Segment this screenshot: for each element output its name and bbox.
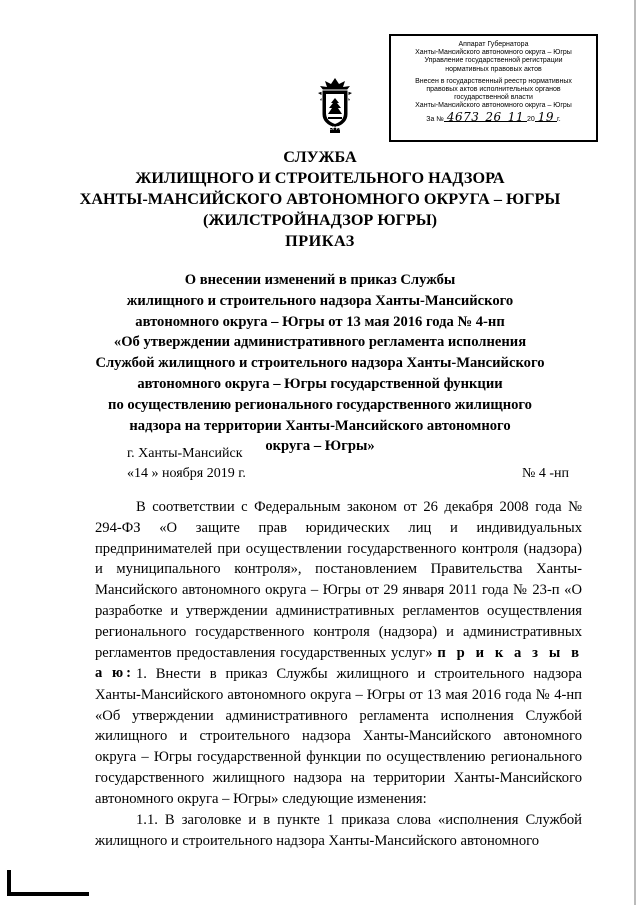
stamp-reg-prefix: За № — [426, 115, 444, 123]
subject-line: О внесении изменений в приказ Службы — [184, 272, 456, 288]
agency-line: ХАНТЫ-МАНСИЙСКОГО АВТОНОМНОГО ОКРУГА – ЮГРЫ — [79, 190, 561, 208]
agency-line: СЛУЖБА — [283, 148, 357, 166]
directive-word: п р и к а з ы в а ю: — [95, 644, 582, 682]
stamp-reg-month: 11 — [505, 113, 527, 122]
subject-line: автономного округа – Югры государственной функции — [137, 375, 503, 392]
stamp-reg-year-prefix: 20 — [526, 115, 535, 123]
item-1-1-paragraph: 1.1. В заголовке и в пункте 1 приказа слова «исполнения Службой жилищного и строительного надзора Ханты-Мансийского автономного — [95, 812, 582, 849]
subject-line: автономного округа – Югры от 13 мая 2016 года № 4-нп — [135, 313, 505, 330]
preamble-text: В соответствии с Федеральным законом от 26 декабря 2008 года № 294-ФЗ «О защите прав юридических лиц и индивидуальных предпринимателей при осуществлении государственного контроля (надзора) и муниципального контроля», постановлением Правительства Ханты-Мансийского автономного округа – Югры от 29 января 2011 года № 23-п «О разработке и утверждении административных регламентов осуществления регионального государственного контроля (надзора) и административных регламентов предоставления государственных услуг» — [95, 499, 582, 661]
stamp-line: Внесен в государственный реестр нормативных — [415, 77, 572, 85]
scan-right-edge — [634, 0, 636, 905]
subject-line: по осуществлению регионального государственного жилищного — [108, 396, 532, 413]
subject-line: округа – Югры» — [265, 438, 375, 455]
scan-edge-line — [7, 892, 89, 896]
subject-line: Службой жилищного и строительного надзора Ханты-Мансийского — [95, 355, 545, 372]
stamp-line: правовых актов исполнительных органов — [426, 86, 561, 94]
agency-line: (ЖИЛСТРОЙНАДЗОР ЮГРЫ) — [202, 211, 438, 229]
subject-line: «Об утверждении административного регламента исполнения — [113, 334, 527, 351]
stamp-reg-suffix: г. — [557, 115, 561, 123]
stamp-registration-line — [395, 109, 592, 124]
registration-stamp — [389, 34, 598, 142]
stamp-line: государственной власти — [454, 94, 533, 102]
subject-line: жилищного и строительного надзора Ханты-Мансийского — [126, 292, 514, 309]
order-title: ПРИКАЗ — [285, 232, 355, 250]
order-number: № 4 -нп — [522, 466, 570, 481]
stamp-line: Ханты-Мансийского автономного округа – Югры — [415, 102, 572, 110]
stamp-reg-day: 26 — [482, 113, 504, 122]
item-1-paragraph: 1. Внести в приказ Службы жилищного и строительного надзора Ханты-Мансийского автономного округа – Югры от 13 мая 2016 года № 4-нп «Об утверждении административного регламента исполнения Службой жилищного и строительного надзора Ханты-Мансийского автономного округа – Югры государственной функции по осуществлению регионального государственного жилищного надзора на территории Ханты-Мансийского автономного округа – Югры» следующие изменения: — [95, 666, 582, 807]
order-date: «14 » ноября 2019 г. — [127, 466, 246, 481]
agency-header — [0, 147, 640, 231]
order-city: г. Ханты-Мансийск — [127, 446, 243, 461]
stamp-line: Управление государственной регистрации — [424, 57, 563, 65]
stamp-reg-year: 19 — [535, 113, 557, 122]
stamp-reg-number: 4673 — [444, 113, 483, 122]
subject-line: надзора на территории Ханты-Мансийского автономного — [129, 417, 511, 434]
emblem-label: ЮГРА — [327, 126, 343, 132]
agency-line: ЖИЛИЩНОГО И СТРОИТЕЛЬНОГО НАДЗОРА — [135, 169, 505, 187]
coat-of-arms-icon — [312, 76, 358, 134]
order-subject — [0, 270, 640, 457]
stamp-line: нормативных правовых актов — [445, 65, 542, 73]
stamp-line: Ханты-Мансийского автономного округа – Югры — [415, 49, 572, 57]
preamble-paragraph — [95, 497, 582, 684]
stamp-line: Аппарат Губернатора — [458, 41, 529, 48]
